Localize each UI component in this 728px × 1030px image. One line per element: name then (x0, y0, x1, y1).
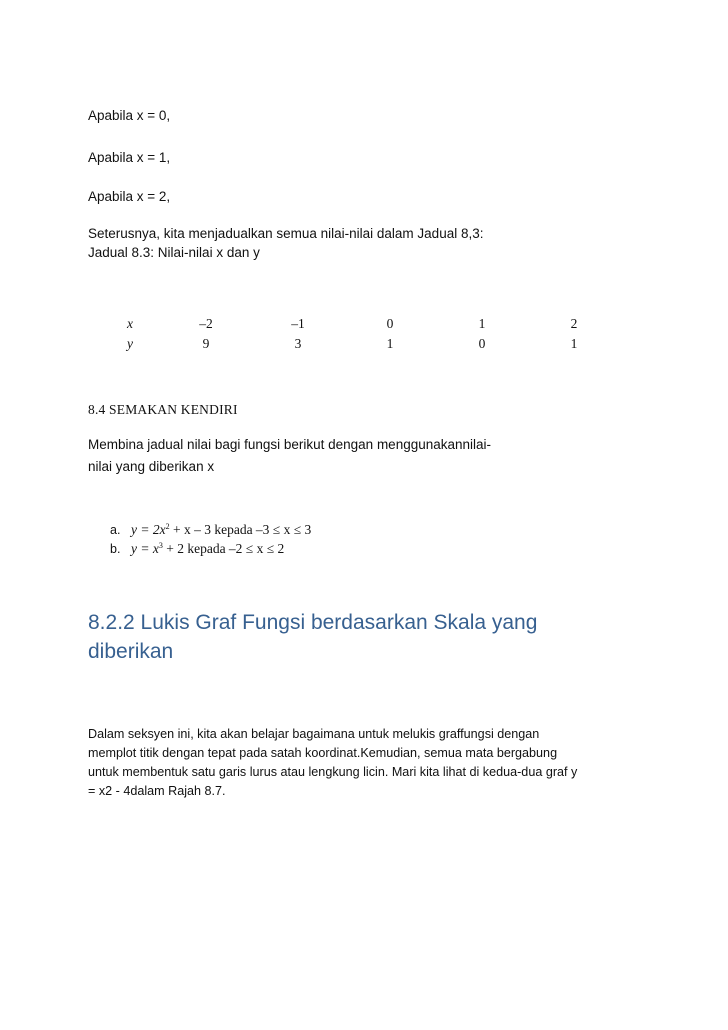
table-cell: 1 (386, 336, 394, 351)
value-table (100, 314, 620, 354)
table-cell: –1 (291, 316, 305, 331)
table-cell: –2 (199, 316, 213, 331)
table-row-y (100, 334, 620, 354)
semakan-intro-line-2: nilai yang diberikan x (88, 459, 215, 474)
semakan-intro-line-1: Membina jadual nilai bagi fungsi berikut dengan menggunakannilai- (88, 437, 492, 452)
expression-suffix: + x – 3 kepada –3 ≤ x ≤ 3 (169, 522, 312, 537)
table-cell: 0 (478, 336, 486, 351)
list-marker: a. (110, 523, 121, 537)
table-cell: 0 (386, 316, 394, 331)
expression-suffix: + 2 kepada –2 ≤ x ≤ 2 (162, 541, 285, 556)
expression-exponent: 2 (165, 522, 170, 531)
list-marker: b. (110, 542, 121, 556)
row-label-y: y (127, 336, 133, 351)
body-paragraph (88, 725, 628, 801)
exercise-expression (131, 522, 311, 537)
expression-prefix: y = x (131, 541, 159, 556)
paragraph-line: memplot titik dengan tepat pada satah koordinat.Kemudian, semua mata bergabung (88, 746, 558, 760)
table-row-x (100, 314, 620, 334)
expression-exponent: 3 (158, 541, 163, 550)
line-apabila-x0: Apabila x = 0, (88, 108, 171, 123)
section-heading-line-1: 8.2.2 Lukis Graf Fungsi berdasarkan Skala yang (88, 611, 538, 634)
table-cell: 2 (570, 316, 578, 331)
exercise-expression (131, 541, 284, 556)
table-cell: 1 (570, 336, 578, 351)
exercise-item-b (110, 541, 284, 557)
exercise-item-a (110, 522, 311, 538)
table-cell: 1 (478, 316, 486, 331)
paragraph-line: untuk membentuk satu garis lurus atau lengkung licin. Mari kita lihat di kedua-dua graf y (88, 765, 578, 779)
line-apabila-x2: Apabila x = 2, (88, 189, 171, 204)
row-label-x: x (127, 316, 133, 331)
semakan-heading: 8.4 SEMAKAN KENDIRI (88, 402, 238, 417)
section-heading (88, 608, 648, 666)
expression-prefix: y = 2x (131, 522, 166, 537)
line-seterusnya: Seterusnya, kita menjadualkan semua nilai-nilai dalam Jadual 8,3: (88, 226, 484, 241)
table-cell: 9 (202, 336, 210, 351)
table-cell: 3 (294, 336, 302, 351)
line-apabila-x1: Apabila x = 1, (88, 150, 171, 165)
section-heading-line-2: diberikan (88, 640, 174, 663)
paragraph-line: Dalam seksyen ini, kita akan belajar bagaimana untuk melukis graffungsi dengan (88, 727, 540, 741)
table-caption: Jadual 8.3: Nilai-nilai x dan y (88, 245, 260, 260)
paragraph-line: = x2 - 4dalam Rajah 8.7. (88, 784, 226, 798)
